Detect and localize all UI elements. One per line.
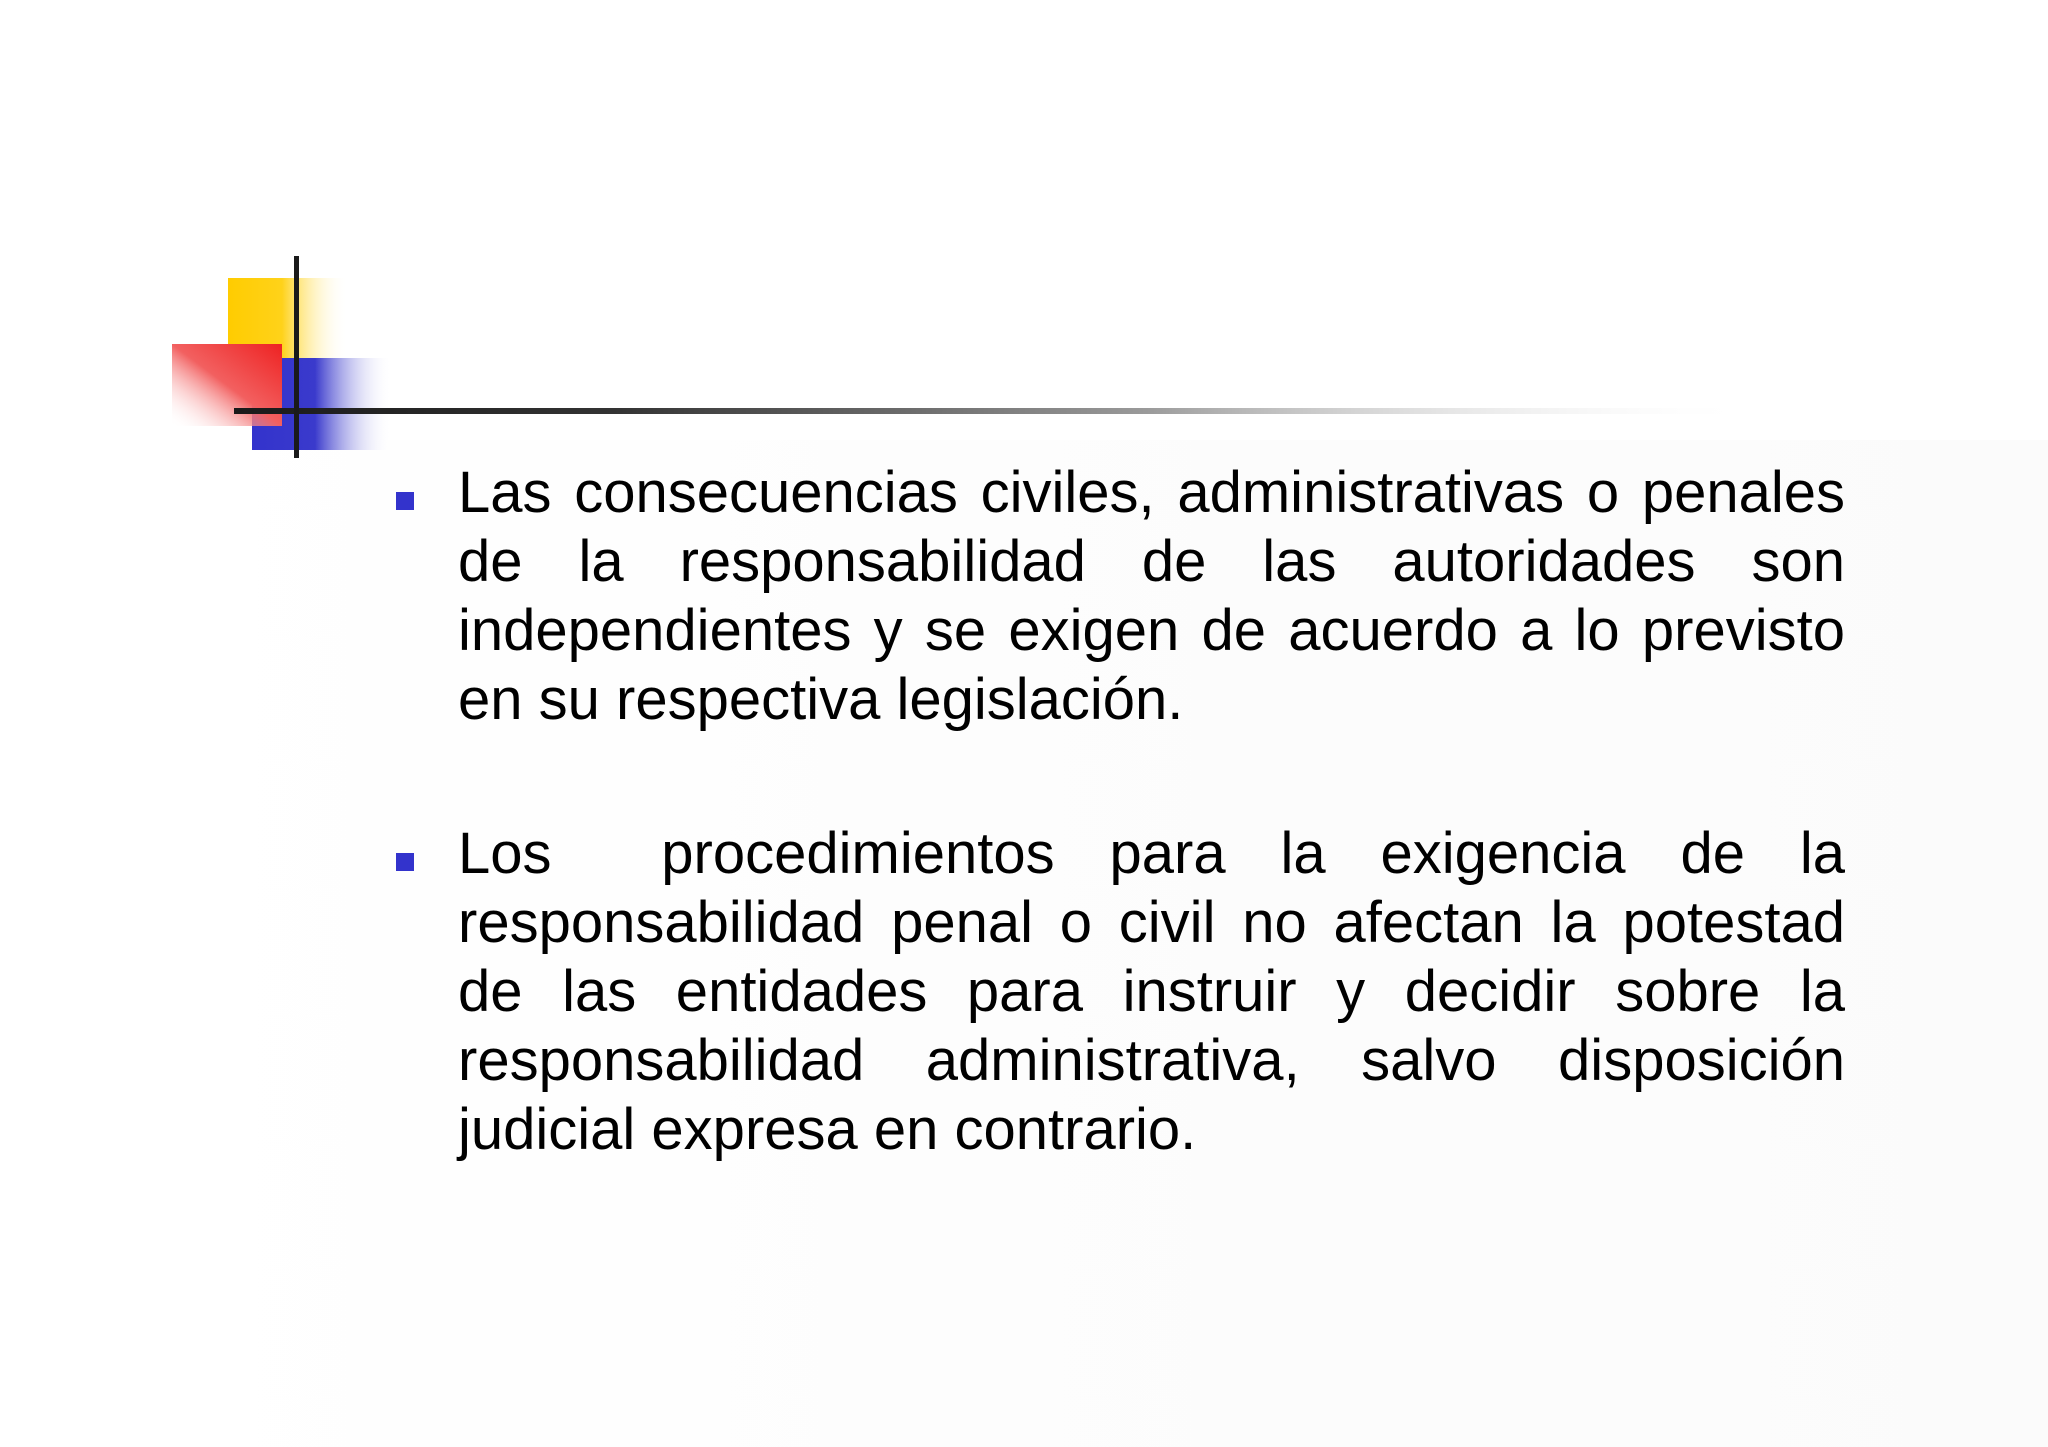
bullet-text: Los procedimientos para la exigencia de la responsabilidad penal o civil no afectan la potestad de las entidades para instruir y decidir sobre la responsabilidad administrativa, salvo disposición judicial expresa en contrario. (458, 821, 1862, 1162)
title-decoration (0, 0, 1800, 470)
vertical-rule (294, 256, 299, 458)
square-bullet-icon (396, 492, 414, 510)
square-bullet-icon (396, 853, 414, 871)
horizontal-rule (234, 408, 1754, 414)
bullet-item (390, 458, 1845, 734)
bullet-item (390, 819, 1862, 1164)
bullet-list (390, 458, 1862, 1249)
bullet-text: Las consecuencias civiles, administrativas o penales de la responsabilidad de las autoridades son independientes y se exigen de acuerdo a lo previsto en su respectiva legislación. (458, 460, 1845, 732)
